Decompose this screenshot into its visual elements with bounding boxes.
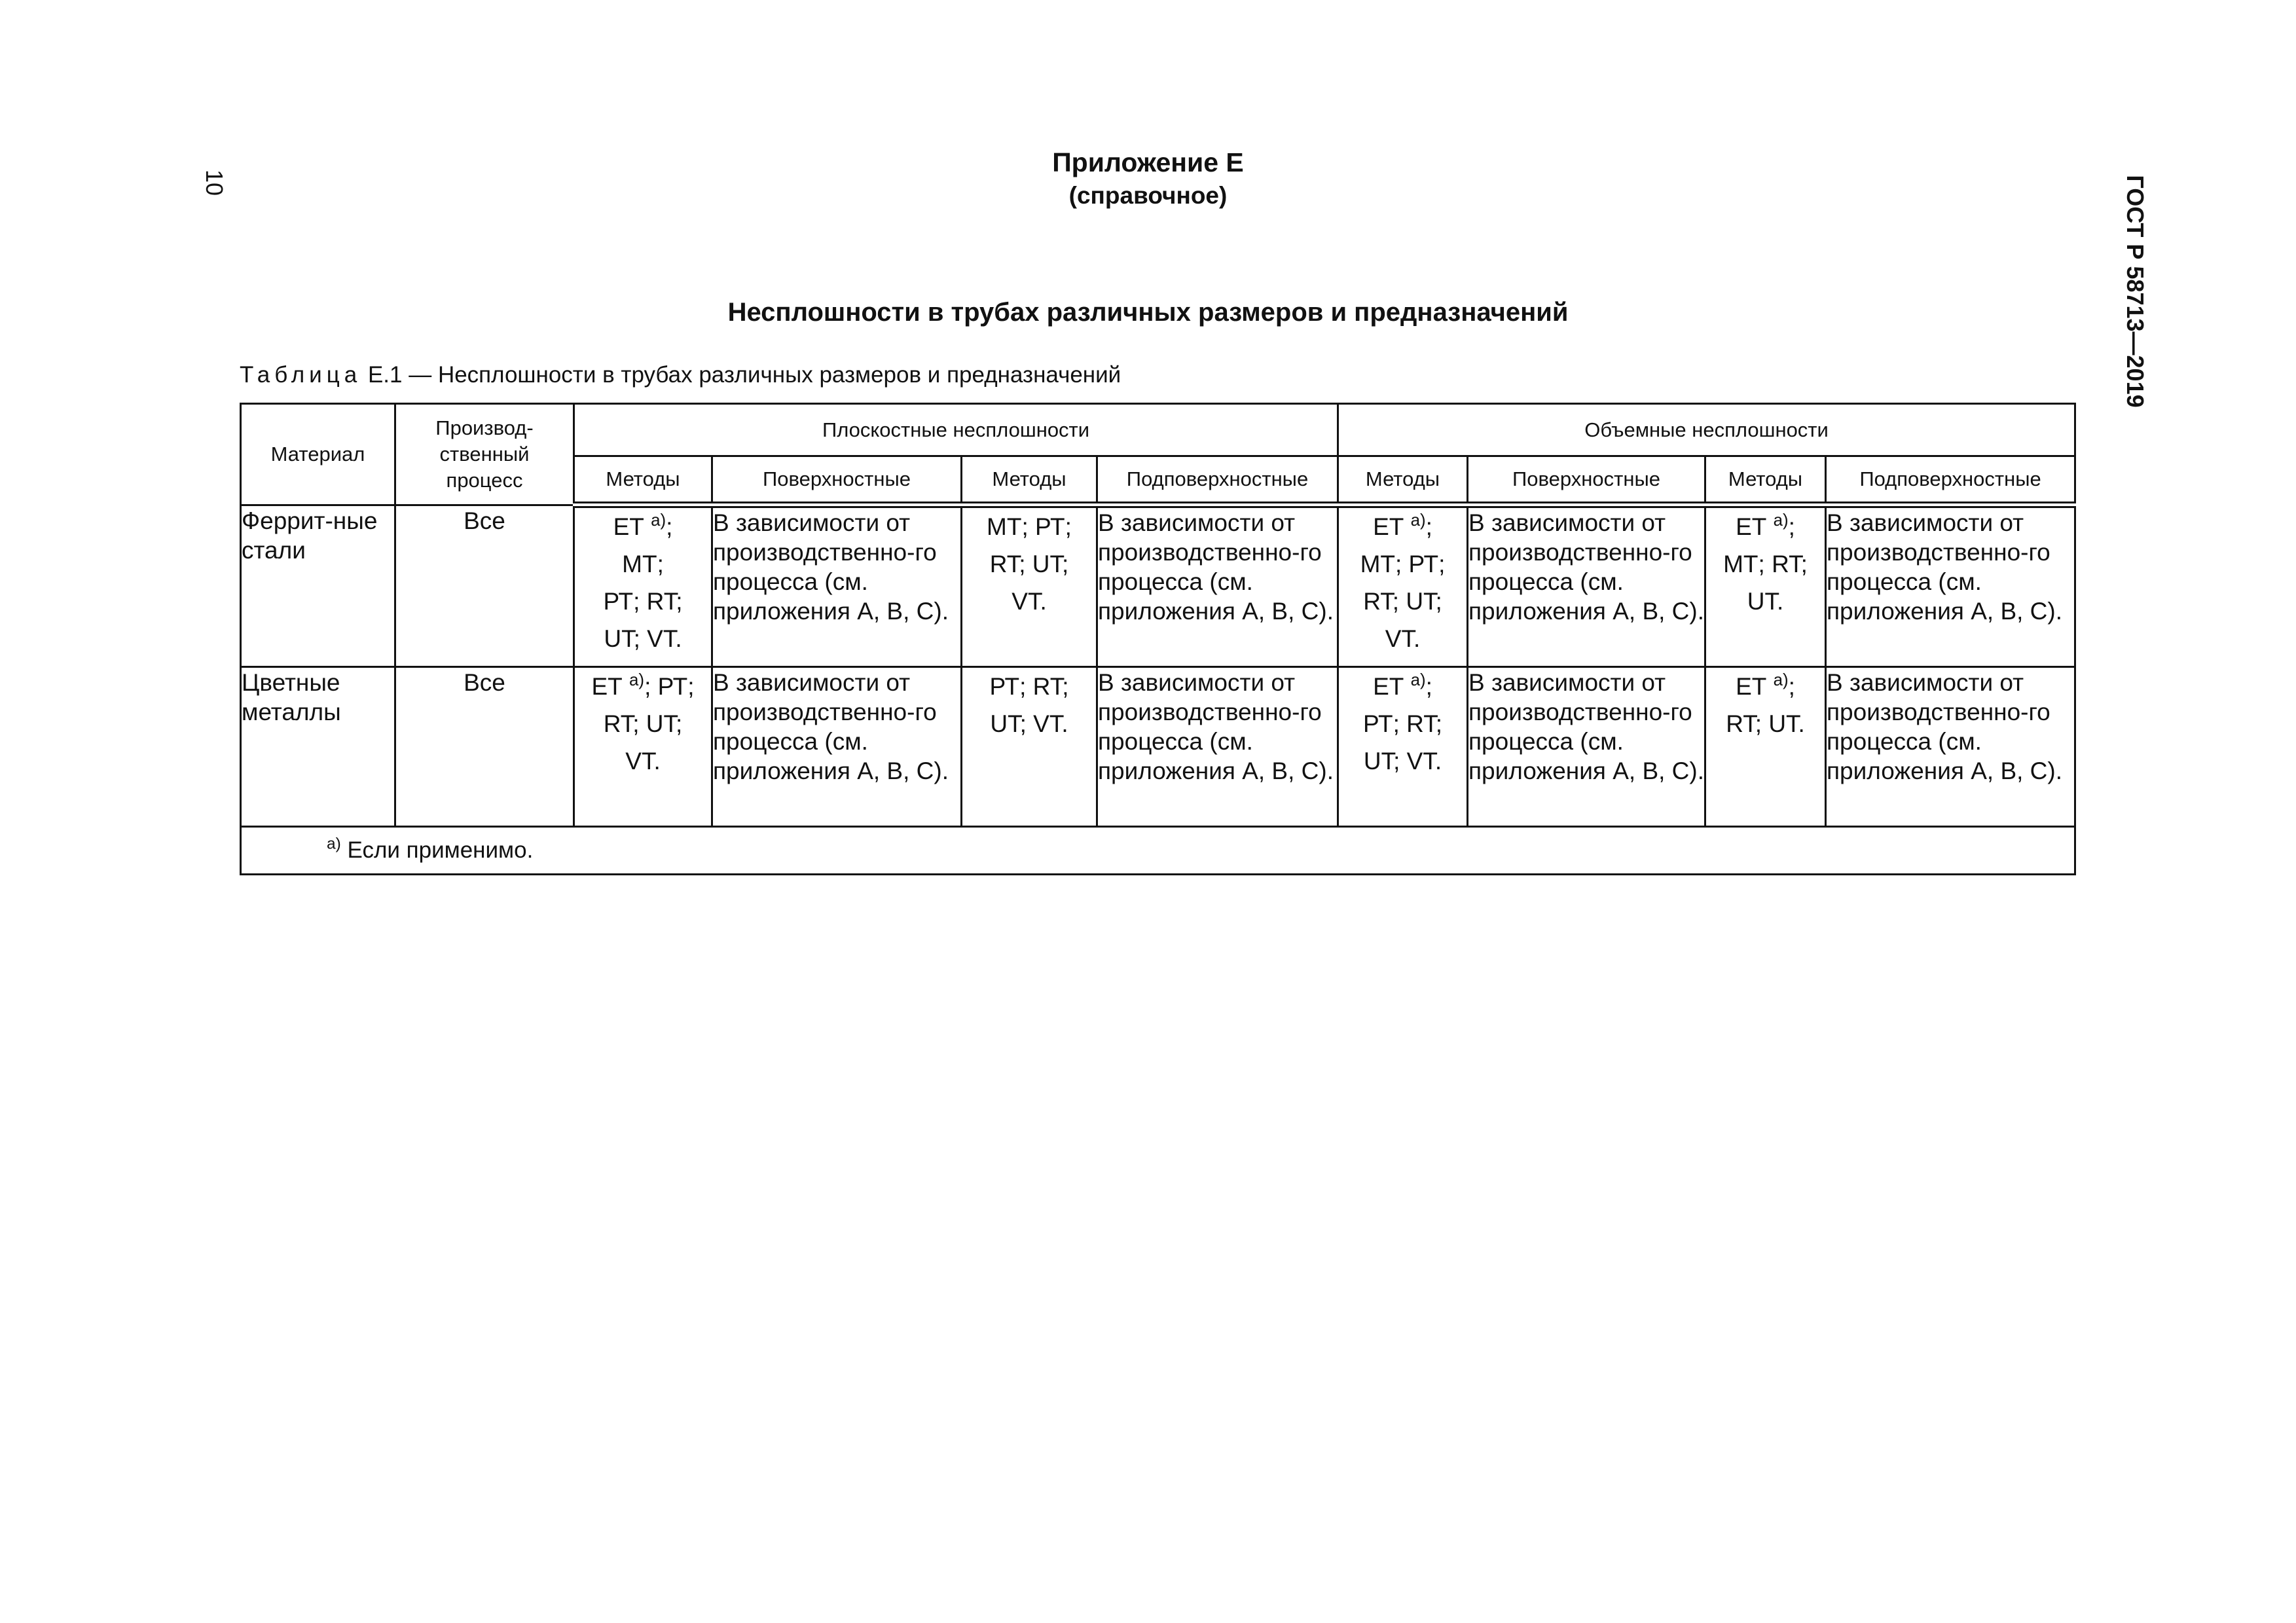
methods-line: [1339, 508, 1467, 545]
process-cell: Все: [395, 505, 574, 667]
footnote-ref: а): [629, 670, 645, 689]
footnote-ref: а): [1410, 511, 1426, 530]
methods-text: ;: [1425, 673, 1432, 700]
header-volumetric-surface-methods: Методы: [1338, 456, 1468, 505]
methods-line: UT.: [1747, 588, 1784, 615]
volumetric-subsurface-desc-cell: В зависимости от производственно-го процесса (см. приложения А, В, С).: [1826, 505, 2075, 667]
methods-text: ЕТ: [1736, 673, 1774, 700]
discontinuities-table: [240, 403, 2076, 875]
planar-surface-desc-cell: В зависимости от производственно-го процесса (см. приложения А, В, С).: [712, 667, 962, 827]
table-caption-text: Е.1 — Несплошности в трубах различных размеров и предназначений: [361, 362, 1121, 388]
footnote-cell: [241, 827, 2075, 875]
methods-line: VT.: [1011, 588, 1047, 615]
planar-subsurface-desc-cell: В зависимости от производственно-го процесса (см. приложения А, В, С).: [1097, 505, 1338, 667]
footnote-ref: а): [1773, 511, 1789, 530]
methods-line: RT; UT;: [603, 710, 683, 737]
methods-line: МТ; РТ;: [987, 513, 1072, 540]
header-volumetric-subsurface-methods: Методы: [1705, 456, 1826, 505]
methods-text: ;: [666, 513, 673, 540]
table-caption: [240, 362, 1121, 388]
material-cell: Феррит-ные стали: [241, 505, 395, 667]
volumetric-subsurface-methods-cell: [1705, 667, 1826, 827]
header-planar-surface: Поверхностные: [712, 456, 962, 505]
header-material-text: Материал: [270, 442, 365, 465]
header-planar-group-text: Плоскостные несплошности: [822, 418, 1090, 441]
volumetric-surface-methods-cell: [1338, 505, 1468, 667]
methods-line: РТ; RT;: [1363, 710, 1443, 737]
volumetric-surface-methods-cell: [1338, 667, 1468, 827]
methods-line: МТ; РТ;: [1360, 551, 1446, 577]
page-number: 10: [201, 169, 228, 196]
methods-text: ;: [1425, 513, 1432, 540]
footnote-text: Если применимо.: [340, 837, 534, 863]
footnote-ref: а): [651, 511, 666, 530]
footnote-ref: а): [1773, 670, 1789, 689]
methods-text: ЕТ: [1736, 513, 1774, 540]
methods-line: VT.: [1385, 625, 1421, 652]
planar-subsurface-methods-cell: [962, 667, 1097, 827]
appendix-subtitle: (справочное): [1068, 182, 1228, 209]
volumetric-subsurface-methods-cell: [1705, 505, 1826, 667]
section-title: Несплошности в трубах различных размеров и предназначений: [727, 298, 1569, 327]
methods-line: RT; UT;: [989, 551, 1069, 577]
footnote-ref: а): [1410, 670, 1426, 689]
table-row: [241, 505, 2075, 667]
methods-text: ;: [1788, 513, 1795, 540]
planar-surface-methods-cell: [574, 667, 712, 827]
table-row: [241, 667, 2075, 827]
methods-line: [1339, 668, 1467, 705]
header-process-text: Производ-ственный процесс: [435, 416, 534, 492]
planar-surface-desc-cell: В зависимости от производственно-го процесса (см. приложения А, В, С).: [712, 505, 962, 667]
volumetric-surface-desc-cell: В зависимости от производственно-го процесса (см. приложения А, В, С).: [1468, 667, 1705, 827]
methods-line: VT.: [625, 748, 661, 775]
volumetric-surface-desc-cell: В зависимости от производственно-го процесса (см. приложения А, В, С).: [1468, 505, 1705, 667]
planar-surface-methods-cell: [574, 505, 712, 667]
header-planar-surface-methods: Методы: [574, 456, 712, 505]
planar-subsurface-desc-cell: В зависимости от производственно-го процесса (см. приложения А, В, С).: [1097, 667, 1338, 827]
methods-line: UT; VT.: [990, 710, 1068, 737]
methods-text: ; РТ;: [644, 673, 695, 700]
header-planar-subsurface: Подповерхностные: [1097, 456, 1338, 505]
methods-line: RT; UT;: [1363, 588, 1442, 615]
header-volumetric-group-text: Объемные несплошности: [1584, 418, 1829, 441]
methods-text: ЕТ: [613, 513, 651, 540]
methods-text: ;: [1788, 673, 1795, 700]
methods-text: ЕТ: [591, 673, 630, 700]
header-volumetric-subsurface: Подповерхностные: [1826, 456, 2075, 505]
methods-line: UT; VT.: [604, 625, 682, 652]
methods-line: [575, 508, 711, 545]
methods-line: РТ; RT;: [603, 588, 683, 615]
methods-line: RT; UT.: [1726, 710, 1805, 737]
appendix-title: Приложение Е: [1052, 147, 1244, 177]
volumetric-subsurface-desc-cell: В зависимости от производственно-го процесса (см. приложения А, В, С).: [1826, 667, 2075, 827]
methods-line: [575, 668, 711, 705]
methods-line: МТ; RT;: [1723, 551, 1808, 577]
header-volumetric-group: [1338, 404, 2075, 456]
material-cell: Цветные металлы: [241, 667, 395, 827]
header-process: [395, 404, 574, 505]
methods-line: МТ;: [622, 551, 664, 577]
header-planar-subsurface-methods: Методы: [962, 456, 1097, 505]
footnote-row: [241, 827, 2075, 875]
methods-line: РТ; RT;: [989, 673, 1069, 700]
methods-line: UT; VT.: [1363, 748, 1442, 775]
process-cell: Все: [395, 667, 574, 827]
footnote-mark: а): [327, 835, 341, 853]
methods-line: [1706, 508, 1825, 545]
table-caption-label: Таблица: [240, 362, 362, 388]
header-material: [241, 404, 395, 505]
methods-text: ЕТ: [1373, 513, 1411, 540]
standard-code-text: ГОСТ Р 58713—2019: [2122, 175, 2149, 408]
methods-line: [1706, 668, 1825, 705]
methods-text: ЕТ: [1373, 673, 1411, 700]
planar-subsurface-methods-cell: [962, 505, 1097, 667]
header-volumetric-surface: Поверхностные: [1468, 456, 1705, 505]
header-planar-group: [574, 404, 1338, 456]
